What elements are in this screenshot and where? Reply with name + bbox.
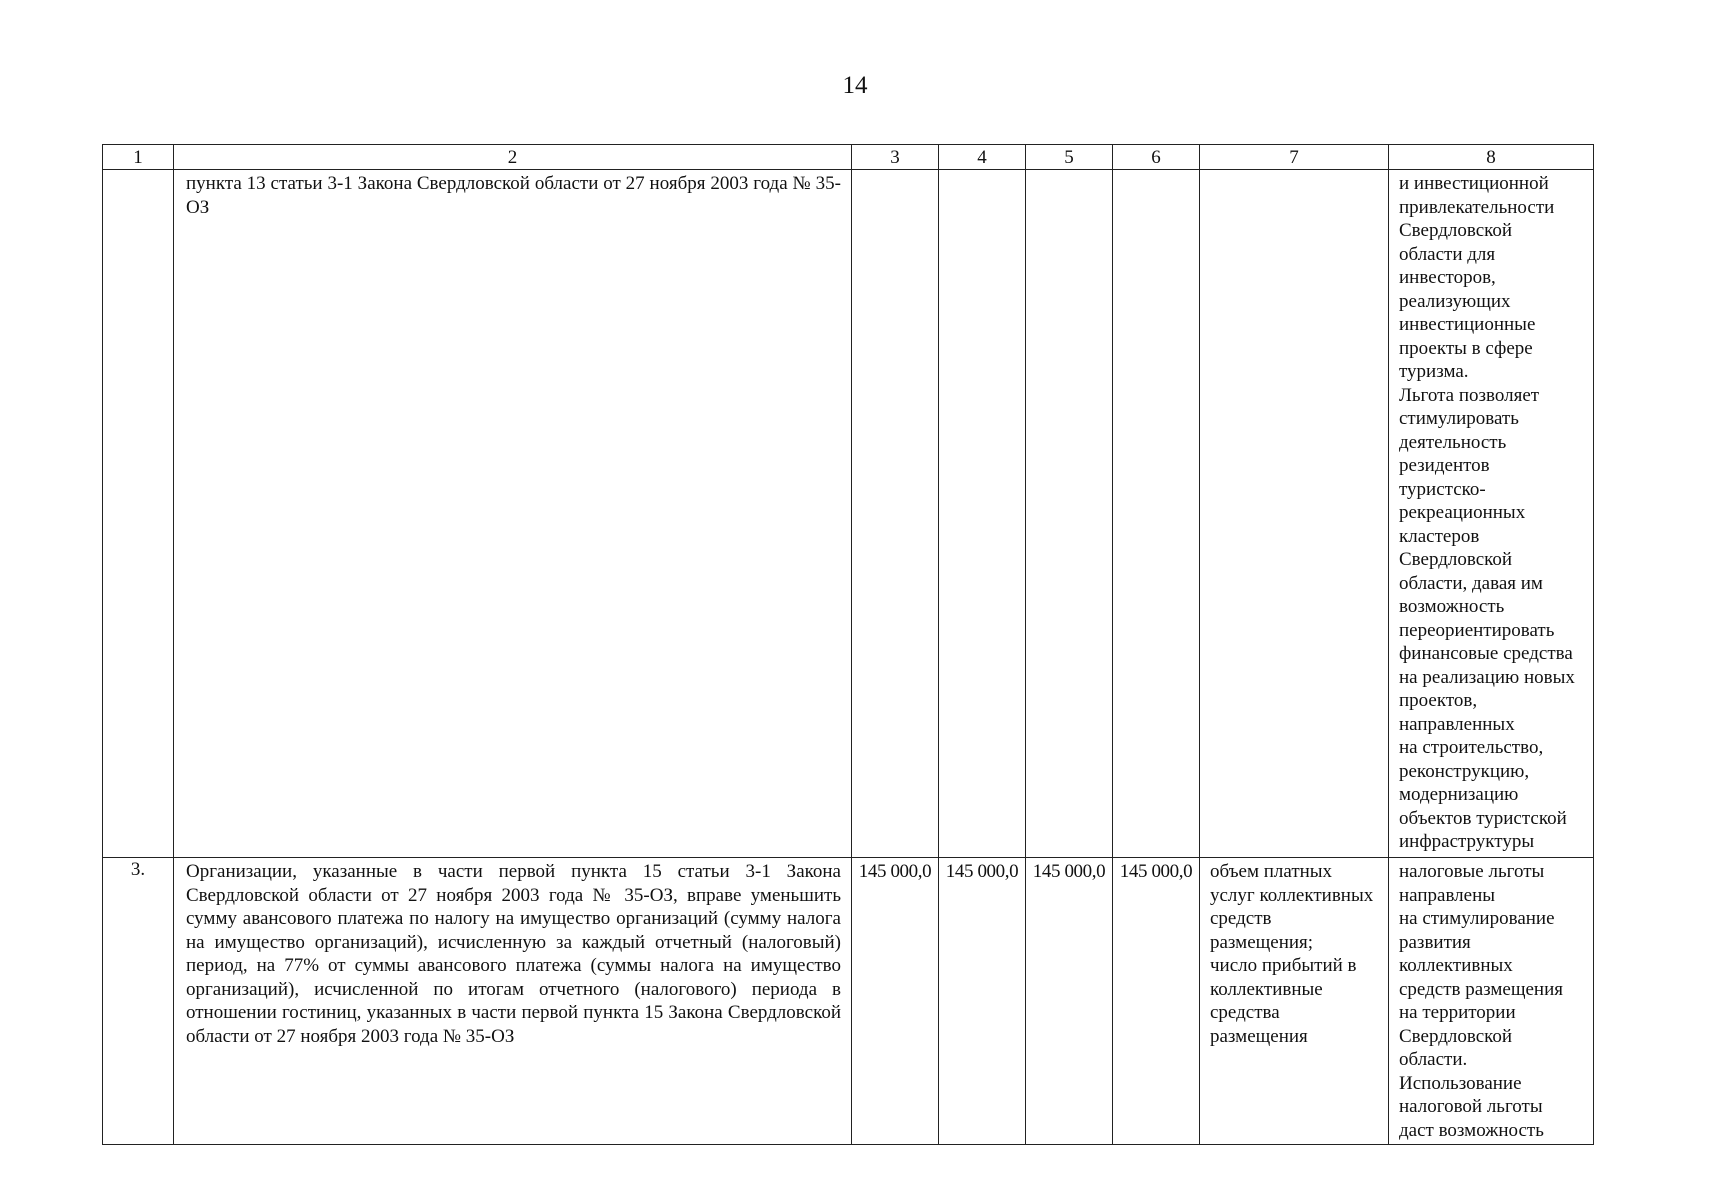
goal-line: кластеров xyxy=(1399,525,1480,547)
value-cell: 145 000,0 xyxy=(939,858,1026,1145)
goal-line: проекты в сфере xyxy=(1399,337,1533,359)
header-cell: 4 xyxy=(939,145,1026,170)
indicator-line: число прибытий в xyxy=(1210,955,1357,976)
goal-line: на территории xyxy=(1399,1002,1516,1023)
goal-line: Льгота позволяет xyxy=(1399,384,1540,406)
benefits-table xyxy=(102,144,1594,1145)
row-number-cell: 3. xyxy=(103,858,174,1145)
goal-line: Использование xyxy=(1399,1072,1522,1094)
goal-line: привлекательности xyxy=(1399,196,1555,218)
goal-line: возможность xyxy=(1399,596,1505,617)
value-cell: 145 000,0 xyxy=(1113,858,1200,1145)
goal-cell xyxy=(1389,170,1594,858)
page-number: 14 xyxy=(842,72,868,99)
indicator-line: коллективные xyxy=(1210,978,1323,1000)
value-cell xyxy=(852,170,939,858)
goal-line: переориентировать xyxy=(1399,619,1555,641)
goal-line: стимулировать xyxy=(1399,408,1519,429)
header-cell: 5 xyxy=(1026,145,1113,170)
goal-line: на строительство, xyxy=(1399,737,1544,758)
indicator-line: услуг коллективных xyxy=(1210,884,1374,906)
indicator-line: размещения xyxy=(1210,1025,1308,1047)
header-cell: 1 xyxy=(103,145,174,170)
goal-line: области, давая им xyxy=(1399,572,1543,594)
indicators-cell xyxy=(1200,858,1389,1145)
goal-line: на реализацию новых xyxy=(1399,666,1575,688)
goal-line: финансовые средства xyxy=(1399,643,1573,664)
value-cell: 145 000,0 xyxy=(1026,858,1113,1145)
table-row xyxy=(103,858,1594,1145)
table-row xyxy=(103,170,1594,858)
goal-line: развития xyxy=(1399,931,1471,953)
goal-line: инвестиционные xyxy=(1399,314,1536,335)
goal-line: реконструкцию, xyxy=(1399,760,1530,782)
goal-line: налоговой льготы xyxy=(1399,1096,1543,1117)
goal-line: направлены xyxy=(1399,884,1496,906)
indicator-line: средств xyxy=(1210,908,1272,929)
goal-line: реализующих xyxy=(1399,290,1511,312)
header-cell: 6 xyxy=(1113,145,1200,170)
table-header-row xyxy=(103,145,1594,170)
value-cell xyxy=(1026,170,1113,858)
description-cell: Организации, указанные в части первой пункта 15 статьи 3-1 Закона Свердловской области от 27 ноября 2003 года № 35-ОЗ, вправе уменьшить сумму авансового платежа по налогу на имущество организаций (сумму налога на имущество организаций), исчисленную за каждый отчетный (налоговый) период, на 77% от суммы авансового платежа (суммы налога на имущество организаций), исчисленной по итогам отчетного (налогового) периода в отношении гостиниц, указанных в части первой пункта 15 Закона Свердловской области от 27 ноября 2003 года № 35-ОЗ xyxy=(174,858,852,1145)
goal-line: области для xyxy=(1399,243,1496,265)
header-cell: 8 xyxy=(1389,145,1594,170)
goal-cell xyxy=(1389,858,1594,1145)
goal-line: инвесторов, xyxy=(1399,267,1496,288)
indicators-cell xyxy=(1200,170,1389,858)
description-cell: пункта 13 статьи 3-1 Закона Свердловской области от 27 ноября 2003 года № 35-ОЗ xyxy=(174,170,852,858)
goal-line: направленных xyxy=(1399,713,1515,735)
goal-line: и инвестиционной xyxy=(1399,173,1549,194)
indicator-line: размещения; xyxy=(1210,931,1314,953)
goal-line: инфраструктуры xyxy=(1399,831,1535,852)
goal-line: резидентов xyxy=(1399,455,1490,476)
header-cell: 3 xyxy=(852,145,939,170)
indicator-line: средства xyxy=(1210,1002,1280,1023)
goal-line: туризма. xyxy=(1399,361,1469,382)
value-cell xyxy=(939,170,1026,858)
goal-line: деятельность xyxy=(1399,431,1507,453)
goal-line: туристско- xyxy=(1399,478,1486,500)
goal-line: объектов туристской xyxy=(1399,807,1567,829)
goal-line: на стимулирование xyxy=(1399,908,1555,929)
value-cell xyxy=(1113,170,1200,858)
goal-line: Свердловской xyxy=(1399,549,1513,570)
value-cell: 145 000,0 xyxy=(852,858,939,1145)
goal-line: области. xyxy=(1399,1049,1468,1070)
goal-line: проектов, xyxy=(1399,690,1478,711)
goal-line: рекреационных xyxy=(1399,502,1526,523)
row-number-cell xyxy=(103,170,174,858)
goal-line: налоговые льготы xyxy=(1399,861,1545,882)
goal-line: Свердловской xyxy=(1399,220,1513,241)
goal-line: средств размещения xyxy=(1399,978,1564,1000)
goal-line: модернизацию xyxy=(1399,784,1519,805)
goal-line: коллективных xyxy=(1399,955,1513,976)
indicator-line: объем платных xyxy=(1210,861,1333,882)
header-cell: 2 xyxy=(174,145,852,170)
goal-line: Свердловской xyxy=(1399,1025,1513,1047)
header-cell: 7 xyxy=(1200,145,1389,170)
goal-line: даст возможность xyxy=(1399,1119,1544,1141)
